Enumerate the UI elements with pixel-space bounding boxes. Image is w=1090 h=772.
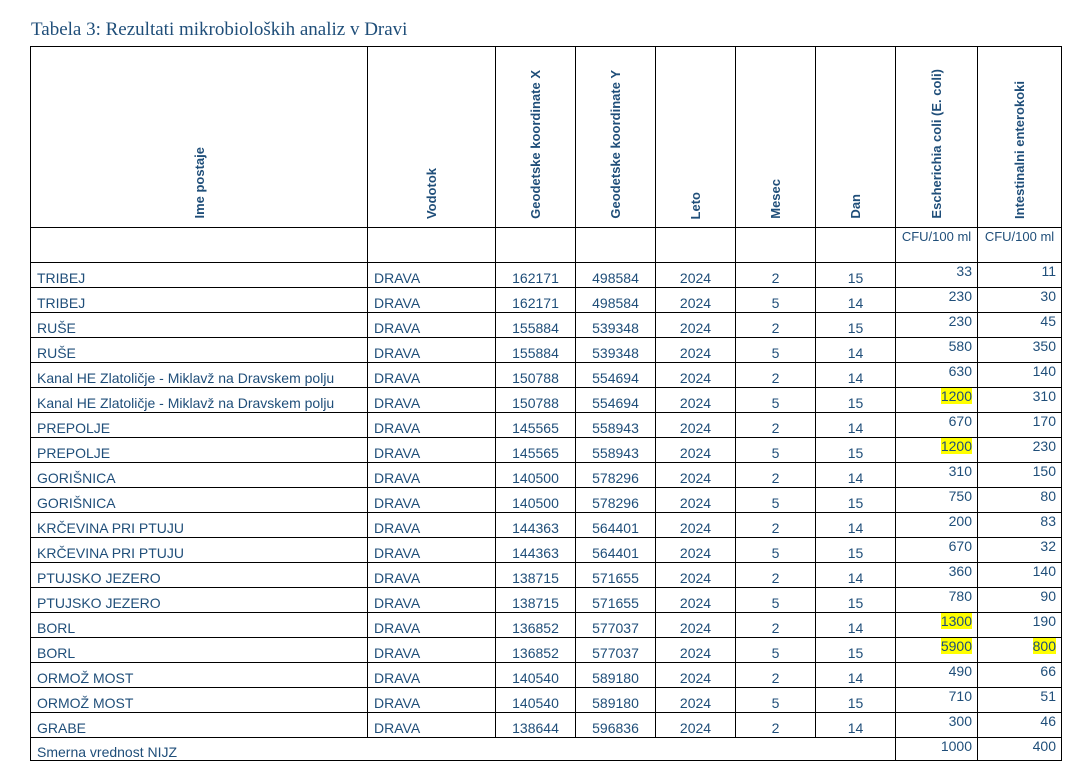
cell-coord-x: 145565 (496, 413, 576, 438)
cell-enterococci-value: 150 (1032, 463, 1056, 479)
cell-coord-x: 150788 (496, 388, 576, 413)
cell-river: DRAVA (368, 663, 496, 688)
cell-day: 15 (816, 438, 896, 463)
cell-coord-y: 498584 (576, 288, 656, 313)
cell-coord-y: 571655 (576, 588, 656, 613)
cell-ecoli (896, 463, 978, 488)
cell-ecoli-value: 230 (948, 313, 972, 329)
cell-year: 2024 (656, 463, 736, 488)
table-row (31, 563, 1062, 588)
cell-enterococci-value: 51 (1040, 688, 1056, 704)
header-ecoli: Escherichia coli (E. coli) (896, 47, 978, 228)
cell-coord-y: 589180 (576, 663, 656, 688)
cell-coord-y: 498584 (576, 263, 656, 288)
cell-coord-x: 136852 (496, 613, 576, 638)
cell-coord-x: 138715 (496, 588, 576, 613)
cell-year: 2024 (656, 513, 736, 538)
table-row (31, 488, 1062, 513)
cell-coord-y: 578296 (576, 488, 656, 513)
cell-ecoli (896, 713, 978, 738)
table-row (31, 663, 1062, 688)
cell-river: DRAVA (368, 263, 496, 288)
cell-month: 2 (736, 313, 816, 338)
cell-river: DRAVA (368, 638, 496, 663)
cell-enterococci (978, 613, 1062, 638)
table-row (31, 538, 1062, 563)
cell-enterococci-value: 190 (1032, 613, 1056, 629)
cell-coord-y: 539348 (576, 338, 656, 363)
cell-ecoli-value: 200 (948, 513, 972, 529)
cell-ecoli-value: 5900 (940, 638, 972, 654)
table-row (31, 713, 1062, 738)
cell-enterococci (978, 488, 1062, 513)
table-row (31, 388, 1062, 413)
cell-station: KRČEVINA PRI PTUJU (31, 513, 368, 538)
guideline-label: Smerna vrednost NIJZ (31, 738, 896, 761)
table-row (31, 513, 1062, 538)
cell-month: 5 (736, 438, 816, 463)
cell-ecoli-value: 670 (948, 413, 972, 429)
table-caption: Tabela 3: Rezultati mikrobioloških analiz v Dravi (31, 19, 408, 40)
cell-day: 15 (816, 313, 896, 338)
cell-enterococci-value: 230 (1032, 438, 1056, 454)
cell-coord-x: 140500 (496, 463, 576, 488)
table-row (31, 688, 1062, 713)
cell-coord-y: 539348 (576, 313, 656, 338)
cell-station: Kanal HE Zlatoličje - Miklavž na Dravskem polju (31, 388, 368, 413)
cell-ecoli (896, 538, 978, 563)
cell-ecoli (896, 413, 978, 438)
cell-ecoli-value: 360 (948, 563, 972, 579)
cell-day: 14 (816, 613, 896, 638)
cell-enterococci-value: 30 (1040, 288, 1056, 304)
cell-river: DRAVA (368, 388, 496, 413)
table-row (31, 288, 1062, 313)
cell-day: 14 (816, 713, 896, 738)
cell-station: PREPOLJE (31, 413, 368, 438)
cell-day: 14 (816, 363, 896, 388)
cell-ecoli-value: 1200 (940, 438, 972, 454)
cell-ecoli-value: 580 (948, 338, 972, 354)
cell-coord-x: 145565 (496, 438, 576, 463)
cell-ecoli-value: 630 (948, 363, 972, 379)
cell-station: PTUJSKO JEZERO (31, 588, 368, 613)
cell-day: 15 (816, 263, 896, 288)
cell-enterococci (978, 363, 1062, 388)
cell-year: 2024 (656, 538, 736, 563)
cell-year: 2024 (656, 288, 736, 313)
cell-river: DRAVA (368, 613, 496, 638)
cell-month: 2 (736, 613, 816, 638)
cell-ecoli-value: 750 (948, 488, 972, 504)
cell-enterococci (978, 688, 1062, 713)
cell-ecoli-value: 310 (948, 463, 972, 479)
cell-river: DRAVA (368, 288, 496, 313)
cell-day: 15 (816, 538, 896, 563)
cell-month: 5 (736, 488, 816, 513)
guideline-ecoli: 1000 (896, 738, 978, 761)
cell-coord-y: 558943 (576, 438, 656, 463)
cell-station: BORL (31, 613, 368, 638)
guideline-row (31, 738, 1062, 761)
cell-coord-x: 138715 (496, 563, 576, 588)
cell-river: DRAVA (368, 313, 496, 338)
cell-day: 15 (816, 638, 896, 663)
cell-ecoli-value: 300 (948, 713, 972, 729)
cell-ecoli (896, 513, 978, 538)
cell-coord-x: 162171 (496, 263, 576, 288)
cell-enterococci-value: 170 (1032, 413, 1056, 429)
cell-ecoli (896, 638, 978, 663)
cell-day: 15 (816, 588, 896, 613)
table-row (31, 638, 1062, 663)
cell-station: ORMOŽ MOST (31, 663, 368, 688)
cell-day: 14 (816, 513, 896, 538)
cell-ecoli (896, 363, 978, 388)
cell-ecoli (896, 488, 978, 513)
cell-ecoli-value: 670 (948, 538, 972, 554)
cell-year: 2024 (656, 338, 736, 363)
cell-year: 2024 (656, 688, 736, 713)
cell-enterococci (978, 338, 1062, 363)
cell-enterococci (978, 588, 1062, 613)
cell-station: ORMOŽ MOST (31, 688, 368, 713)
cell-ecoli (896, 688, 978, 713)
cell-enterococci (978, 438, 1062, 463)
unit-enterococci: CFU/100 ml (978, 228, 1062, 263)
cell-coord-x: 162171 (496, 288, 576, 313)
cell-ecoli (896, 263, 978, 288)
cell-ecoli (896, 338, 978, 363)
cell-year: 2024 (656, 588, 736, 613)
cell-ecoli (896, 588, 978, 613)
cell-enterococci-value: 350 (1032, 338, 1056, 354)
cell-enterococci-value: 310 (1032, 388, 1056, 404)
cell-day: 15 (816, 488, 896, 513)
cell-year: 2024 (656, 263, 736, 288)
cell-month: 2 (736, 513, 816, 538)
cell-ecoli (896, 438, 978, 463)
cell-day: 14 (816, 663, 896, 688)
cell-year: 2024 (656, 363, 736, 388)
cell-river: DRAVA (368, 488, 496, 513)
cell-year: 2024 (656, 713, 736, 738)
cell-coord-y: 554694 (576, 388, 656, 413)
cell-month: 2 (736, 363, 816, 388)
cell-coord-x: 155884 (496, 313, 576, 338)
cell-month: 5 (736, 388, 816, 413)
cell-coord-x: 140500 (496, 488, 576, 513)
cell-year: 2024 (656, 438, 736, 463)
header-river: Vodotok (368, 47, 496, 228)
cell-ecoli-value: 1300 (940, 613, 972, 629)
cell-month: 2 (736, 563, 816, 588)
cell-coord-x: 155884 (496, 338, 576, 363)
cell-enterococci-value: 46 (1040, 713, 1056, 729)
header-coord-y: Geodetske koordinate Y (576, 47, 656, 228)
cell-coord-y: 571655 (576, 563, 656, 588)
cell-month: 2 (736, 263, 816, 288)
cell-station: RUŠE (31, 313, 368, 338)
cell-year: 2024 (656, 313, 736, 338)
cell-month: 5 (736, 538, 816, 563)
cell-ecoli-value: 1200 (940, 388, 972, 404)
cell-enterococci (978, 263, 1062, 288)
cell-month: 5 (736, 288, 816, 313)
table-row (31, 613, 1062, 638)
cell-station: GORIŠNICA (31, 488, 368, 513)
cell-enterococci (978, 513, 1062, 538)
cell-coord-x: 144363 (496, 513, 576, 538)
cell-coord-x: 150788 (496, 363, 576, 388)
cell-coord-y: 596836 (576, 713, 656, 738)
cell-enterococci (978, 713, 1062, 738)
cell-ecoli-value: 490 (948, 663, 972, 679)
cell-coord-y: 558943 (576, 413, 656, 438)
cell-enterococci-value: 80 (1040, 488, 1056, 504)
unit-ecoli: CFU/100 ml (896, 228, 978, 263)
cell-coord-y: 589180 (576, 688, 656, 713)
cell-enterococci-value: 32 (1040, 538, 1056, 554)
cell-coord-x: 136852 (496, 638, 576, 663)
cell-month: 2 (736, 463, 816, 488)
cell-enterococci-value: 11 (1041, 263, 1056, 279)
table-row (31, 438, 1062, 463)
cell-enterococci (978, 463, 1062, 488)
header-station: Ime postaje (31, 47, 368, 228)
cell-station: PREPOLJE (31, 438, 368, 463)
table-row (31, 363, 1062, 388)
cell-enterococci (978, 563, 1062, 588)
cell-coord-y: 578296 (576, 463, 656, 488)
cell-enterococci (978, 288, 1062, 313)
cell-day: 14 (816, 288, 896, 313)
cell-year: 2024 (656, 638, 736, 663)
cell-coord-x: 140540 (496, 663, 576, 688)
cell-station: TRIBEJ (31, 263, 368, 288)
results-table (30, 46, 1062, 761)
cell-month: 5 (736, 588, 816, 613)
cell-month: 5 (736, 688, 816, 713)
cell-day: 14 (816, 563, 896, 588)
cell-river: DRAVA (368, 438, 496, 463)
cell-river: DRAVA (368, 563, 496, 588)
cell-enterococci (978, 538, 1062, 563)
cell-river: DRAVA (368, 363, 496, 388)
cell-month: 2 (736, 413, 816, 438)
header-year: Leto (656, 47, 736, 228)
cell-day: 14 (816, 338, 896, 363)
cell-enterococci-value: 140 (1032, 563, 1056, 579)
cell-day: 15 (816, 688, 896, 713)
cell-day: 14 (816, 463, 896, 488)
cell-coord-y: 564401 (576, 513, 656, 538)
cell-coord-y: 564401 (576, 538, 656, 563)
header-coord-x: Geodetske koordinate X (496, 47, 576, 228)
cell-station: BORL (31, 638, 368, 663)
unit-row (31, 228, 1062, 263)
cell-ecoli (896, 613, 978, 638)
table-row (31, 313, 1062, 338)
cell-ecoli-value: 230 (948, 288, 972, 304)
cell-year: 2024 (656, 613, 736, 638)
cell-day: 14 (816, 413, 896, 438)
cell-river: DRAVA (368, 688, 496, 713)
cell-month: 2 (736, 663, 816, 688)
cell-station: TRIBEJ (31, 288, 368, 313)
cell-enterococci (978, 663, 1062, 688)
header-day: Dan (816, 47, 896, 228)
cell-ecoli (896, 563, 978, 588)
cell-enterococci-value: 800 (1032, 638, 1056, 654)
cell-river: DRAVA (368, 713, 496, 738)
cell-coord-x: 140540 (496, 688, 576, 713)
cell-year: 2024 (656, 563, 736, 588)
header-enterococci: Intestinalni enterokoki (978, 47, 1062, 228)
cell-river: DRAVA (368, 338, 496, 363)
cell-coord-y: 577037 (576, 638, 656, 663)
cell-coord-y: 554694 (576, 363, 656, 388)
cell-enterococci (978, 638, 1062, 663)
cell-year: 2024 (656, 413, 736, 438)
cell-enterococci-value: 66 (1040, 663, 1056, 679)
header-month: Mesec (736, 47, 816, 228)
cell-ecoli (896, 388, 978, 413)
cell-ecoli-value: 780 (948, 588, 972, 604)
cell-coord-x: 144363 (496, 538, 576, 563)
cell-station: KRČEVINA PRI PTUJU (31, 538, 368, 563)
cell-enterococci-value: 45 (1040, 313, 1056, 329)
cell-river: DRAVA (368, 413, 496, 438)
cell-enterococci (978, 413, 1062, 438)
cell-river: DRAVA (368, 513, 496, 538)
header-row (31, 47, 1062, 228)
cell-station: GRABE (31, 713, 368, 738)
table-row (31, 338, 1062, 363)
cell-river: DRAVA (368, 538, 496, 563)
cell-month: 5 (736, 338, 816, 363)
cell-year: 2024 (656, 388, 736, 413)
cell-coord-y: 577037 (576, 613, 656, 638)
cell-station: RUŠE (31, 338, 368, 363)
cell-enterococci-value: 83 (1040, 513, 1056, 529)
cell-station: GORIŠNICA (31, 463, 368, 488)
cell-ecoli-value: 710 (948, 688, 972, 704)
table-row (31, 588, 1062, 613)
cell-ecoli-value: 33 (956, 263, 972, 279)
cell-month: 5 (736, 638, 816, 663)
cell-station: PTUJSKO JEZERO (31, 563, 368, 588)
cell-station: Kanal HE Zlatoličje - Miklavž na Dravskem polju (31, 363, 368, 388)
cell-enterococci (978, 388, 1062, 413)
cell-ecoli (896, 288, 978, 313)
cell-month: 2 (736, 713, 816, 738)
cell-enterococci-value: 90 (1040, 588, 1056, 604)
table-row (31, 263, 1062, 288)
cell-coord-x: 138644 (496, 713, 576, 738)
cell-enterococci-value: 140 (1032, 363, 1056, 379)
cell-ecoli (896, 663, 978, 688)
cell-river: DRAVA (368, 463, 496, 488)
cell-year: 2024 (656, 663, 736, 688)
table-row (31, 413, 1062, 438)
cell-river: DRAVA (368, 588, 496, 613)
cell-enterococci (978, 313, 1062, 338)
cell-ecoli (896, 313, 978, 338)
table-row (31, 463, 1062, 488)
cell-year: 2024 (656, 488, 736, 513)
cell-day: 15 (816, 388, 896, 413)
guideline-enterococci: 400 (978, 738, 1062, 761)
